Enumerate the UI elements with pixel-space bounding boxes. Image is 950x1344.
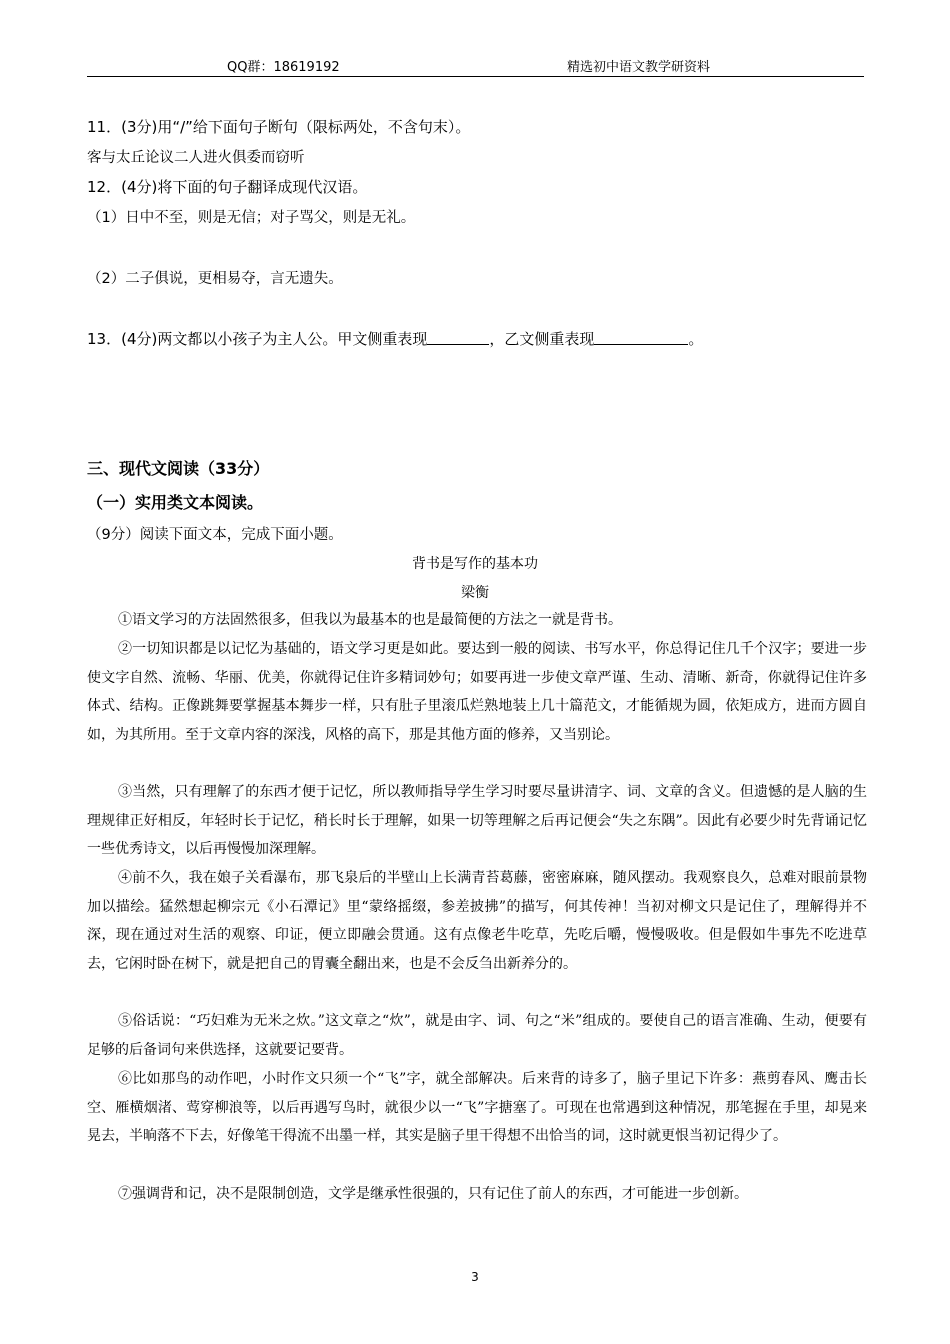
question-11: 11．(3分)用“/”给下面句子断句（限标两处，不含句末）。 [87, 118, 471, 136]
answer-blank-1[interactable] [427, 330, 489, 345]
article-title: 背书是写作的基本功 [412, 556, 538, 572]
question-13-text-b: ，乙文侧重表现 [489, 330, 595, 348]
header-qq-group: QQ群：18619192 [227, 60, 340, 75]
question-13 [87, 328, 703, 349]
article-paragraph-6: ⑥比如那鸟的动作吧，小时作文只须一个“飞”字，就全部解决。后来背的诗多了，脑子里记下许多：燕剪春风、鹰击长空、雁横烟渚、莺穿柳浪等，以后再遇写鸟时，就很少以一“飞”字搪塞了。可现在也常遇到这种情况，那笔握在手里，却晃来晃去，半晌落不下去，好像笔干得流不出墨一样，其实是脑子里干得想不出恰当的词，这时就更恨当初记得少了。 [87, 1071, 867, 1145]
article-paragraph-5: ⑤俗话说：“巧妇难为无米之炊。”这文章之“炊”，就是由字、词、句之“米”组成的。要使自己的语言准确、生动，便要有足够的后备词句来供选择，这就要记要背。 [87, 1013, 867, 1058]
page-header [87, 56, 864, 76]
section-subtitle: （一）实用类文本阅读。 [87, 493, 264, 512]
section-instruction: （9分）阅读下面文本，完成下面小题。 [87, 527, 343, 543]
article-paragraph-2: ②一切知识都是以记忆为基础的，语文学习更是如此。要达到一般的阅读、书写水平，你总得记住几千个汉字；要进一步使文字自然、流畅、华丽、优美，你就得记住许多精词妙句；如要再进一步使文章严谨、生动、清晰、新奇，你就得记住许多体式、结构。正像跳舞要掌握基本舞步一样，只有肚子里滚瓜烂熟地装上几十篇范文，才能循规为圆，依矩成方，进而方圆自如，为其所用。至于文章内容的深浅，风格的高下，那是其他方面的修养，又当别论。 [87, 641, 867, 743]
question-12-part-2: （2）二子俱说，更相易夺，言无遗失。 [87, 271, 343, 287]
article-paragraph-1: ①语文学习的方法固然很多，但我以为最基本的也是最简便的方法之一就是背书。 [118, 612, 622, 628]
article-paragraph-7: ⑦强调背和记，决不是限制创造，文学是继承性很强的，只有记住了前人的东西，才可能进一步创新。 [118, 1186, 748, 1202]
article-author: 梁衡 [461, 585, 489, 601]
question-13-text-c: 。 [688, 330, 704, 348]
answer-blank-2[interactable] [594, 330, 688, 345]
question-12: 12．(4分)将下面的句子翻译成现代汉语。 [87, 178, 368, 196]
section-title: 三、现代文阅读（33分） [87, 459, 270, 478]
article-paragraph-3: ③当然，只有理解了的东西才便于记忆，所以教师指导学生学习时要尽量讲清字、词、文章的含义。但遗憾的是人脑的生理规律正好相反，年轻时长于记忆，稍长时长于理解，如果一切等理解之后再记便会“失之东隅”。因此有必要少时先背诵记忆一些优秀诗文，以后再慢慢加深理解。 [87, 784, 867, 858]
question-11-sentence: 客与太丘论议二人进火俱委而窃听 [87, 150, 305, 166]
page-number: 3 [471, 1270, 479, 1284]
question-13-text-a: 13．(4分)两文都以小孩子为主人公。甲文侧重表现 [87, 330, 428, 348]
article-paragraph-4: ④前不久，我在娘子关看瀑布，那飞泉后的半壁山上长满青苔葛藤，密密麻麻，随风摆动。我观察良久，总难对眼前景物加以描绘。猛然想起柳宗元《小石潭记》里“蒙络摇缀，参差披拂”的描写，何其传神！当初对柳文只是记住了，理解得并不深，现在通过对生活的观察、印证，便立即融会贯通。这有点像老牛吃草，先吃后嚼，慢慢吸收。但是假如牛事先不吃进草去，它闲时卧在树下，就是把自己的胃囊全翻出来，也是不会反刍出新养分的。 [87, 870, 867, 972]
header-title: 精选初中语文教学研资料 [567, 60, 711, 75]
header-rule [87, 76, 864, 77]
question-12-part-1: （1）日中不至，则是无信；对子骂父，则是无礼。 [87, 210, 416, 226]
